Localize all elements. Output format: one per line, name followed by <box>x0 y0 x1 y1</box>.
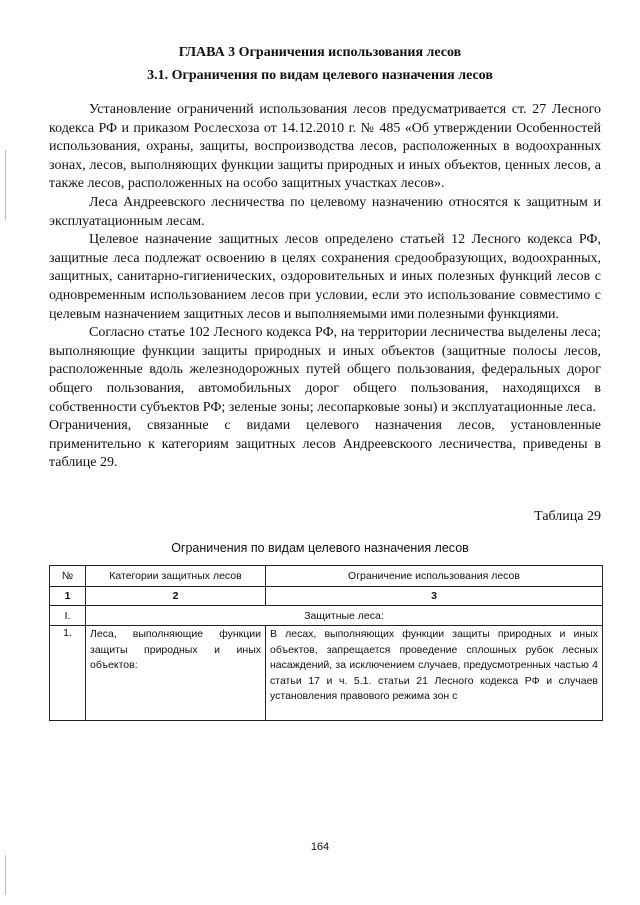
body-text <box>49 101 601 473</box>
row-category: Леса, выполняющие функции защиты природных и иных объектов: <box>86 626 266 721</box>
section-number: I. <box>50 606 86 626</box>
table-title: Ограничения по видам целевого назначения лесов <box>171 541 469 555</box>
paragraph: Целевое назначение защитных лесов определено статьей 12 Лесного кодекса РФ, защитные леса подлежат освоению в целях сохранения средообразующих, водоохранных, защитных, санитарно-гигиенических, оздоровительных и иных полезных функций лесов с одновременным использованием лесов при условии, если это использование совместимо с целевым назначением защитных лесов и выполняемыми ими полезными функциями. <box>49 232 601 322</box>
paragraph: Леса Андреевского лесничества по целевому назначению относятся к защитным и эксплуатационным лесам. <box>49 194 601 229</box>
column-number: 2 <box>86 587 266 606</box>
chapter-title: ГЛАВА 3 Ограничения использования лесов <box>178 45 462 60</box>
column-number: 3 <box>266 587 603 606</box>
scan-edge-mark <box>5 855 6 895</box>
table-header-cell: № <box>50 566 86 587</box>
table-row <box>50 626 603 721</box>
column-number-row <box>50 587 603 606</box>
table-label: Таблица 29 <box>534 509 601 524</box>
table-header-cell: Ограничение использования лесов <box>266 566 603 587</box>
paragraph: Установление ограничений использования лесов предусматривается ст. 27 Лесного кодекса РФ и приказом Рослесхоза от 14.12.2010 г. № 485 «Об утверждении Особенностей использования, охраны, защиты, воспроизводства лесов, расположенных в водоохранных зонах, лесов, выполняющих функции защиты природных и иных объектов, ценных лесов, а также лесов, расположенных на особо защитных участках лесов». <box>49 102 601 192</box>
restrictions-table <box>49 565 603 721</box>
column-number: 1 <box>50 587 86 606</box>
row-number: 1. <box>50 626 86 721</box>
section-title: 3.1. Ограничения по видам целевого назначения лесов <box>147 68 493 83</box>
section-label: Защитные леса: <box>86 606 603 626</box>
row-restriction: В лесах, выполняющих функции защиты природных и иных объектов, запрещается проведение сплошных рубок лесных насаждений, за исключением случаев, предусмотренных частью 4 статьи 17 и ч. 5.1. статьи 21 Лесного кодекса РФ и случаев установления правового режима зон с <box>266 626 603 721</box>
table-header-row <box>50 566 603 587</box>
scan-edge-mark <box>5 150 6 220</box>
table-header-cell: Категории защитных лесов <box>86 566 266 587</box>
page-number: 164 <box>310 841 330 853</box>
paragraph: Ограничения, связанные с видами целевого назначения лесов, установленные применительно к категориям защитных лесов Андреевскоого лесничества, приведены в таблице 29. <box>49 418 601 471</box>
section-row <box>50 606 603 626</box>
paragraph: Согласно статье 102 Лесного кодекса РФ, на территории лесничества выделены леса; выполняющие функции защиты природных и иных объектов (защитные полосы лесов, расположенные вдоль железнодорожных путей общего пользования, федеральных дорог общего пользования, автомобильных дорог общего пользования, находящихся в собственности субъектов РФ; зеленые зоны; лесопарковые зоны) и эксплуатационные леса. <box>49 325 601 415</box>
